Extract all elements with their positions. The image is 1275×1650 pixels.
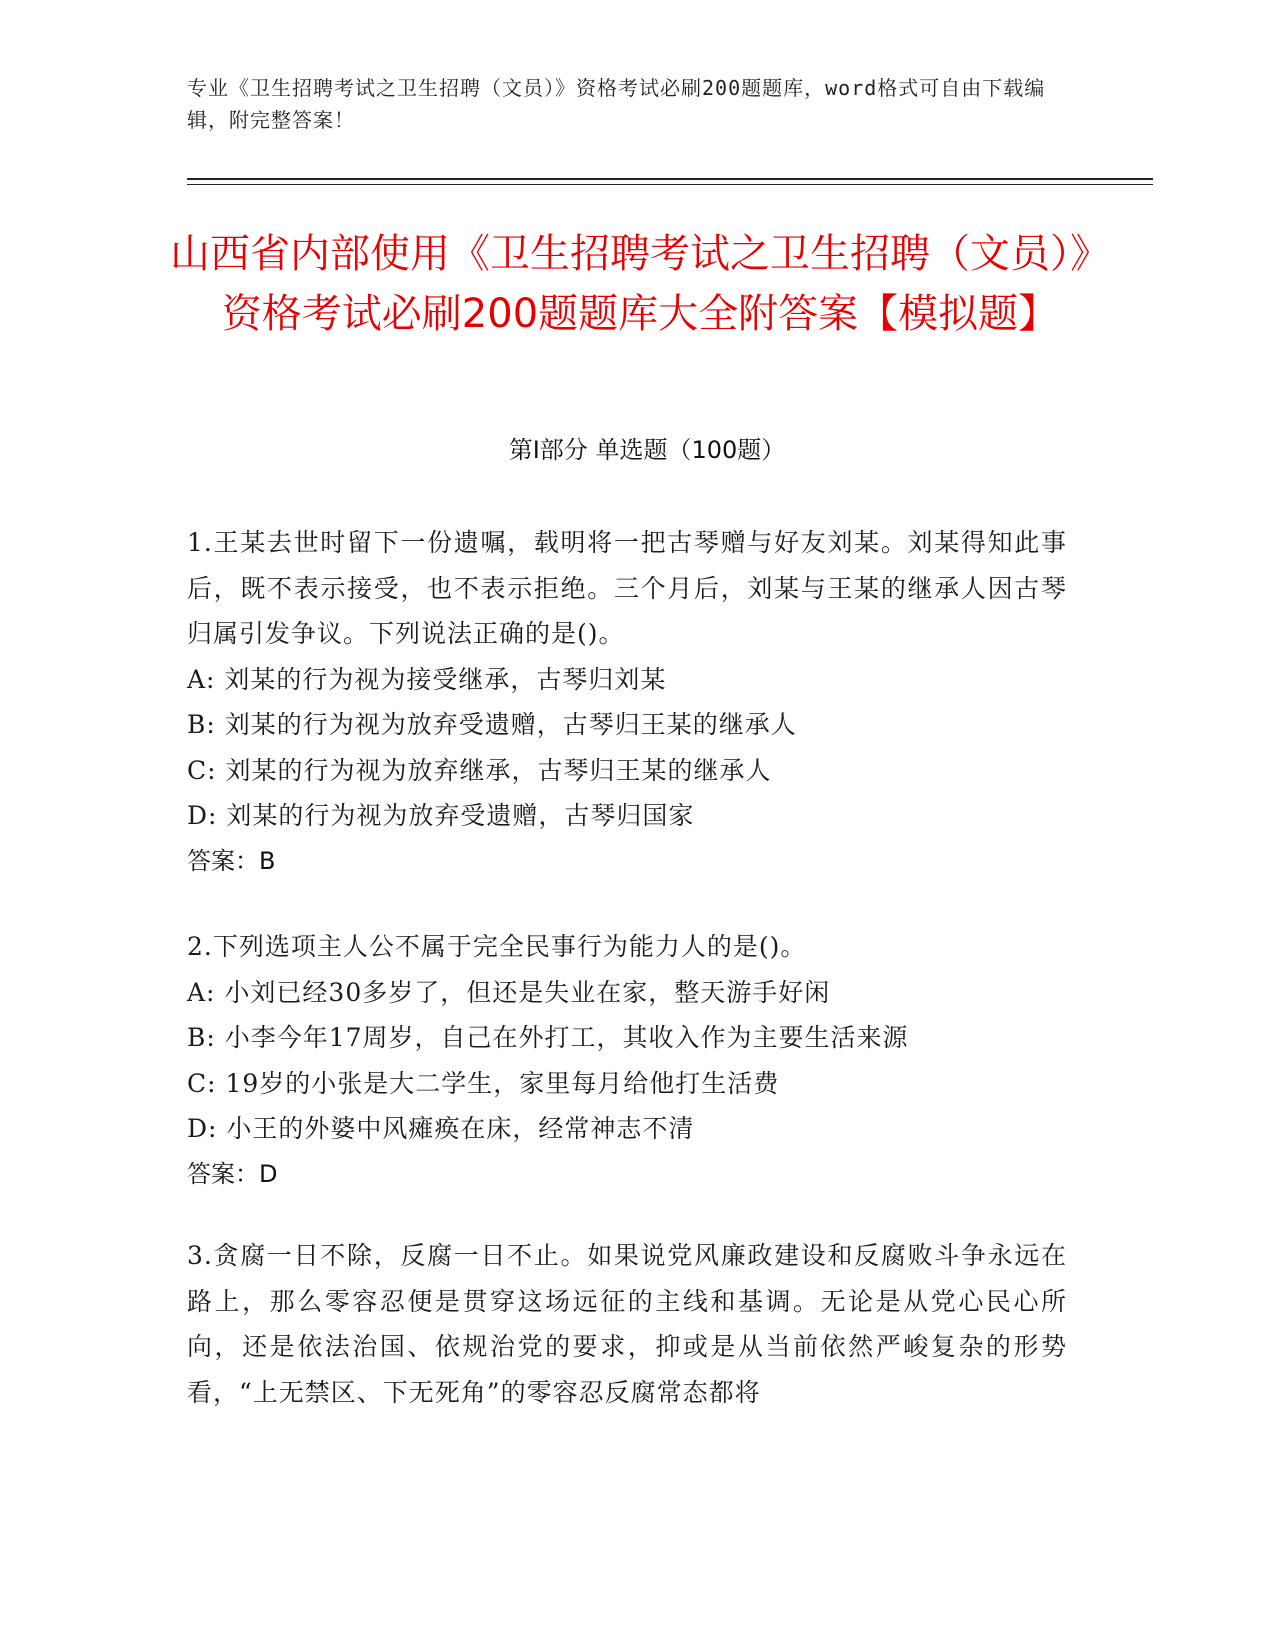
header-note: 专业《卫生招聘考试之卫生招聘（文员）》资格考试必刷200题题库，word格式可自由下载编辑，附完整答案！ — [187, 76, 1046, 132]
answer-line: 答案：B — [187, 846, 276, 875]
question-stem: 1.王某去世时留下一份遗嘱，载明将一把古琴赠与好友刘某。刘某得知此事后，既不表示接受，也不表示拒绝。三个月后，刘某与王某的继承人因古琴归属引发争议。下列说法正确的是()。 — [187, 528, 1067, 648]
section-title: 第Ⅰ部分 单选题（100题） — [508, 436, 786, 464]
option-c: C: 刘某的行为视为放弃继承，古琴归王某的继承人 — [187, 755, 772, 785]
document-title: 山西省内部使用《卫生招聘考试之卫生招聘（文员）》资格考试必刷200题题库大全附答案【模拟题】 — [170, 231, 1110, 337]
header-divider-thin — [187, 184, 1153, 185]
option-a: A: 刘某的行为视为接受继承，古琴归刘某 — [187, 664, 667, 694]
question-block — [187, 924, 1067, 1197]
question-block — [187, 1233, 1067, 1415]
option-a: A: 小刘已经30多岁了，但还是失业在家，整天游手好闲 — [187, 977, 831, 1007]
option-d: D: 小王的外婆中风瘫痪在床，经常神志不清 — [187, 1114, 695, 1143]
question-stem: 3.贪腐一日不除，反腐一日不止。如果说党风廉政建设和反腐败斗争永远在路上，那么零容忍便是贯穿这场远征的主线和基调。无论是从党心民心所向，还是依法治国、依规治党的要求，抑或是从当前依然严峻复杂的形势看，“上无禁区、下无死角”的零容忍反腐常态都将 — [187, 1241, 1067, 1407]
header-divider-thick — [187, 178, 1153, 180]
question-stem: 2.下列选项主人公不属于完全民事行为能力人的是()。 — [187, 932, 807, 961]
question-block — [187, 520, 1067, 884]
answer-line: 答案：D — [187, 1159, 278, 1188]
option-c: C: 19岁的小张是大二学生，家里每月给他打生活费 — [187, 1068, 780, 1098]
option-b: B: 小李今年17周岁，自己在外打工，其收入作为主要生活来源 — [187, 1023, 909, 1052]
option-b: B: 刘某的行为视为放弃受遗赠，古琴归王某的继承人 — [187, 710, 797, 739]
option-d: D: 刘某的行为视为放弃受遗赠，古琴归国家 — [187, 801, 695, 830]
